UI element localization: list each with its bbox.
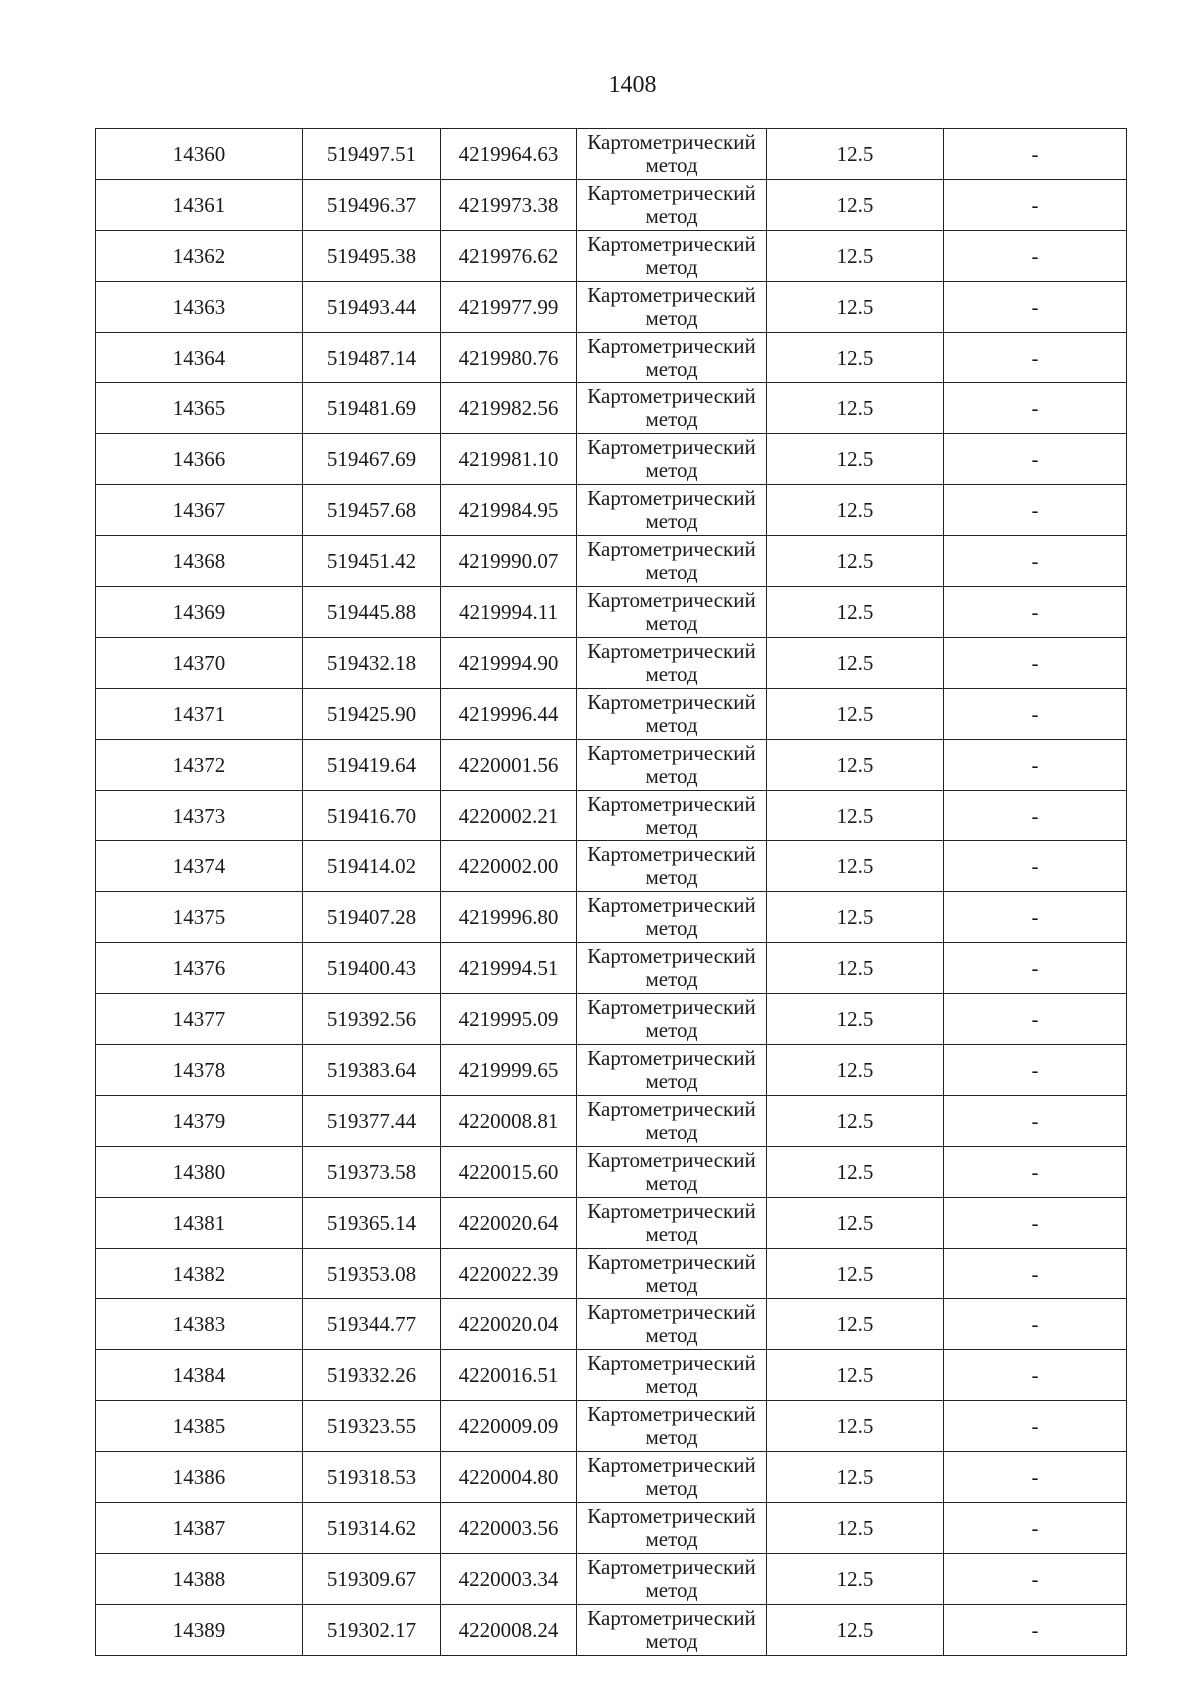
- y-coordinate-cell: 4219981.10: [441, 434, 577, 485]
- description-cell: -: [944, 230, 1127, 281]
- table-body: [96, 129, 1127, 1656]
- accuracy-cell: 12.5: [767, 281, 944, 332]
- description-cell: -: [944, 688, 1127, 739]
- accuracy-cell: 12.5: [767, 587, 944, 638]
- x-coordinate-cell: 519400.43: [303, 943, 441, 994]
- description-cell: -: [944, 994, 1127, 1045]
- table-row: [96, 841, 1127, 892]
- x-coordinate-cell: 519451.42: [303, 536, 441, 587]
- method-cell: Картометрический метод: [577, 129, 767, 180]
- y-coordinate-cell: 4219996.80: [441, 892, 577, 943]
- table-row: [96, 1299, 1127, 1350]
- table-row: [96, 230, 1127, 281]
- description-cell: -: [944, 1146, 1127, 1197]
- x-coordinate-cell: 519377.44: [303, 1095, 441, 1146]
- method-cell: Картометрический метод: [577, 841, 767, 892]
- point-number-cell: 14376: [96, 943, 303, 994]
- point-number-cell: 14383: [96, 1299, 303, 1350]
- table-row: [96, 688, 1127, 739]
- table-row: [96, 1045, 1127, 1096]
- table-row: [96, 1401, 1127, 1452]
- description-cell: -: [944, 536, 1127, 587]
- table-row: [96, 332, 1127, 383]
- y-coordinate-cell: 4219973.38: [441, 179, 577, 230]
- point-number-cell: 14363: [96, 281, 303, 332]
- y-coordinate-cell: 4219990.07: [441, 536, 577, 587]
- table-row: [96, 892, 1127, 943]
- description-cell: -: [944, 841, 1127, 892]
- point-number-cell: 14384: [96, 1350, 303, 1401]
- point-number-cell: 14386: [96, 1452, 303, 1503]
- point-number-cell: 14375: [96, 892, 303, 943]
- accuracy-cell: 12.5: [767, 434, 944, 485]
- x-coordinate-cell: 519302.17: [303, 1604, 441, 1655]
- table-row: [96, 179, 1127, 230]
- method-cell: Картометрический метод: [577, 892, 767, 943]
- description-cell: -: [944, 1604, 1127, 1655]
- accuracy-cell: 12.5: [767, 129, 944, 180]
- y-coordinate-cell: 4220020.64: [441, 1197, 577, 1248]
- y-coordinate-cell: 4220015.60: [441, 1146, 577, 1197]
- x-coordinate-cell: 519416.70: [303, 790, 441, 841]
- table-row: [96, 1452, 1127, 1503]
- accuracy-cell: 12.5: [767, 1553, 944, 1604]
- y-coordinate-cell: 4219999.65: [441, 1045, 577, 1096]
- x-coordinate-cell: 519487.14: [303, 332, 441, 383]
- accuracy-cell: 12.5: [767, 332, 944, 383]
- table-row: [96, 1503, 1127, 1554]
- y-coordinate-cell: 4220016.51: [441, 1350, 577, 1401]
- x-coordinate-cell: 519323.55: [303, 1401, 441, 1452]
- table-row: [96, 587, 1127, 638]
- description-cell: -: [944, 1045, 1127, 1096]
- y-coordinate-cell: 4219994.90: [441, 637, 577, 688]
- table-row: [96, 790, 1127, 841]
- point-number-cell: 14371: [96, 688, 303, 739]
- y-coordinate-cell: 4220003.56: [441, 1503, 577, 1554]
- accuracy-cell: 12.5: [767, 739, 944, 790]
- accuracy-cell: 12.5: [767, 892, 944, 943]
- x-coordinate-cell: 519467.69: [303, 434, 441, 485]
- description-cell: -: [944, 1299, 1127, 1350]
- y-coordinate-cell: 4220009.09: [441, 1401, 577, 1452]
- point-number-cell: 14373: [96, 790, 303, 841]
- y-coordinate-cell: 4219982.56: [441, 383, 577, 434]
- point-number-cell: 14382: [96, 1248, 303, 1299]
- x-coordinate-cell: 519353.08: [303, 1248, 441, 1299]
- point-number-cell: 14360: [96, 129, 303, 180]
- table-row: [96, 281, 1127, 332]
- table-row: [96, 1248, 1127, 1299]
- accuracy-cell: 12.5: [767, 383, 944, 434]
- x-coordinate-cell: 519332.26: [303, 1350, 441, 1401]
- description-cell: -: [944, 383, 1127, 434]
- table-row: [96, 637, 1127, 688]
- table-row: [96, 434, 1127, 485]
- accuracy-cell: 12.5: [767, 637, 944, 688]
- method-cell: Картометрический метод: [577, 943, 767, 994]
- method-cell: Картометрический метод: [577, 1197, 767, 1248]
- y-coordinate-cell: 4220022.39: [441, 1248, 577, 1299]
- method-cell: Картометрический метод: [577, 688, 767, 739]
- table-row: [96, 129, 1127, 180]
- accuracy-cell: 12.5: [767, 1401, 944, 1452]
- x-coordinate-cell: 519495.38: [303, 230, 441, 281]
- y-coordinate-cell: 4220020.04: [441, 1299, 577, 1350]
- description-cell: -: [944, 637, 1127, 688]
- x-coordinate-cell: 519373.58: [303, 1146, 441, 1197]
- method-cell: Картометрический метод: [577, 1452, 767, 1503]
- y-coordinate-cell: 4219996.44: [441, 688, 577, 739]
- point-number-cell: 14361: [96, 179, 303, 230]
- method-cell: Картометрический метод: [577, 281, 767, 332]
- description-cell: -: [944, 892, 1127, 943]
- point-number-cell: 14385: [96, 1401, 303, 1452]
- point-number-cell: 14387: [96, 1503, 303, 1554]
- accuracy-cell: 12.5: [767, 790, 944, 841]
- y-coordinate-cell: 4219980.76: [441, 332, 577, 383]
- point-number-cell: 14366: [96, 434, 303, 485]
- accuracy-cell: 12.5: [767, 1604, 944, 1655]
- description-cell: -: [944, 587, 1127, 638]
- table-row: [96, 485, 1127, 536]
- method-cell: Картометрический метод: [577, 1299, 767, 1350]
- accuracy-cell: 12.5: [767, 1299, 944, 1350]
- point-number-cell: 14369: [96, 587, 303, 638]
- accuracy-cell: 12.5: [767, 536, 944, 587]
- accuracy-cell: 12.5: [767, 994, 944, 1045]
- accuracy-cell: 12.5: [767, 1045, 944, 1096]
- accuracy-cell: 12.5: [767, 1095, 944, 1146]
- description-cell: -: [944, 1095, 1127, 1146]
- accuracy-cell: 12.5: [767, 179, 944, 230]
- description-cell: -: [944, 1401, 1127, 1452]
- accuracy-cell: 12.5: [767, 688, 944, 739]
- y-coordinate-cell: 4219964.63: [441, 129, 577, 180]
- method-cell: Картометрический метод: [577, 1604, 767, 1655]
- point-number-cell: 14374: [96, 841, 303, 892]
- x-coordinate-cell: 519365.14: [303, 1197, 441, 1248]
- x-coordinate-cell: 519497.51: [303, 129, 441, 180]
- x-coordinate-cell: 519309.67: [303, 1553, 441, 1604]
- description-cell: -: [944, 281, 1127, 332]
- table-row: [96, 943, 1127, 994]
- table-row: [96, 383, 1127, 434]
- x-coordinate-cell: 519481.69: [303, 383, 441, 434]
- x-coordinate-cell: 519383.64: [303, 1045, 441, 1096]
- x-coordinate-cell: 519344.77: [303, 1299, 441, 1350]
- y-coordinate-cell: 4220003.34: [441, 1553, 577, 1604]
- accuracy-cell: 12.5: [767, 1452, 944, 1503]
- point-number-cell: 14377: [96, 994, 303, 1045]
- method-cell: Картометрический метод: [577, 1095, 767, 1146]
- accuracy-cell: 12.5: [767, 1248, 944, 1299]
- y-coordinate-cell: 4220004.80: [441, 1452, 577, 1503]
- x-coordinate-cell: 519414.02: [303, 841, 441, 892]
- point-number-cell: 14365: [96, 383, 303, 434]
- point-number-cell: 14388: [96, 1553, 303, 1604]
- x-coordinate-cell: 519314.62: [303, 1503, 441, 1554]
- page-number: 1408: [608, 72, 657, 98]
- table-row: [96, 1197, 1127, 1248]
- method-cell: Картометрический метод: [577, 1503, 767, 1554]
- method-cell: Картометрический метод: [577, 1553, 767, 1604]
- x-coordinate-cell: 519457.68: [303, 485, 441, 536]
- coordinates-table: [95, 128, 1127, 1656]
- method-cell: Картометрический метод: [577, 1350, 767, 1401]
- y-coordinate-cell: 4220002.21: [441, 790, 577, 841]
- method-cell: Картометрический метод: [577, 230, 767, 281]
- x-coordinate-cell: 519496.37: [303, 179, 441, 230]
- method-cell: Картометрический метод: [577, 637, 767, 688]
- y-coordinate-cell: 4220008.81: [441, 1095, 577, 1146]
- description-cell: -: [944, 434, 1127, 485]
- y-coordinate-cell: 4219977.99: [441, 281, 577, 332]
- method-cell: Картометрический метод: [577, 383, 767, 434]
- table-row: [96, 1604, 1127, 1655]
- point-number-cell: 14389: [96, 1604, 303, 1655]
- y-coordinate-cell: 4220001.56: [441, 739, 577, 790]
- x-coordinate-cell: 519407.28: [303, 892, 441, 943]
- table-row: [96, 1095, 1127, 1146]
- x-coordinate-cell: 519392.56: [303, 994, 441, 1045]
- point-number-cell: 14380: [96, 1146, 303, 1197]
- y-coordinate-cell: 4219994.11: [441, 587, 577, 638]
- y-coordinate-cell: 4220008.24: [441, 1604, 577, 1655]
- y-coordinate-cell: 4219976.62: [441, 230, 577, 281]
- description-cell: -: [944, 1248, 1127, 1299]
- table-row: [96, 994, 1127, 1045]
- method-cell: Картометрический метод: [577, 332, 767, 383]
- description-cell: -: [944, 332, 1127, 383]
- accuracy-cell: 12.5: [767, 485, 944, 536]
- description-cell: -: [944, 1197, 1127, 1248]
- accuracy-cell: 12.5: [767, 943, 944, 994]
- table-row: [96, 1146, 1127, 1197]
- description-cell: -: [944, 485, 1127, 536]
- accuracy-cell: 12.5: [767, 841, 944, 892]
- y-coordinate-cell: 4219995.09: [441, 994, 577, 1045]
- method-cell: Картометрический метод: [577, 587, 767, 638]
- accuracy-cell: 12.5: [767, 1503, 944, 1554]
- description-cell: -: [944, 1553, 1127, 1604]
- accuracy-cell: 12.5: [767, 1197, 944, 1248]
- point-number-cell: 14372: [96, 739, 303, 790]
- method-cell: Картометрический метод: [577, 994, 767, 1045]
- table-row: [96, 739, 1127, 790]
- y-coordinate-cell: 4220002.00: [441, 841, 577, 892]
- description-cell: -: [944, 739, 1127, 790]
- method-cell: Картометрический метод: [577, 790, 767, 841]
- method-cell: Картометрический метод: [577, 1248, 767, 1299]
- x-coordinate-cell: 519318.53: [303, 1452, 441, 1503]
- accuracy-cell: 12.5: [767, 1146, 944, 1197]
- table-row: [96, 1553, 1127, 1604]
- table-row: [96, 536, 1127, 587]
- method-cell: Картометрический метод: [577, 536, 767, 587]
- method-cell: Картометрический метод: [577, 1401, 767, 1452]
- table-row: [96, 1350, 1127, 1401]
- point-number-cell: 14381: [96, 1197, 303, 1248]
- description-cell: -: [944, 1452, 1127, 1503]
- y-coordinate-cell: 4219984.95: [441, 485, 577, 536]
- description-cell: -: [944, 179, 1127, 230]
- x-coordinate-cell: 519432.18: [303, 637, 441, 688]
- method-cell: Картометрический метод: [577, 179, 767, 230]
- accuracy-cell: 12.5: [767, 1350, 944, 1401]
- description-cell: -: [944, 1350, 1127, 1401]
- description-cell: -: [944, 790, 1127, 841]
- description-cell: -: [944, 1503, 1127, 1554]
- description-cell: -: [944, 129, 1127, 180]
- x-coordinate-cell: 519493.44: [303, 281, 441, 332]
- x-coordinate-cell: 519445.88: [303, 587, 441, 638]
- point-number-cell: 14367: [96, 485, 303, 536]
- point-number-cell: 14379: [96, 1095, 303, 1146]
- method-cell: Картометрический метод: [577, 1045, 767, 1096]
- method-cell: Картометрический метод: [577, 1146, 767, 1197]
- x-coordinate-cell: 519425.90: [303, 688, 441, 739]
- point-number-cell: 14364: [96, 332, 303, 383]
- point-number-cell: 14362: [96, 230, 303, 281]
- method-cell: Картометрический метод: [577, 485, 767, 536]
- point-number-cell: 14368: [96, 536, 303, 587]
- method-cell: Картометрический метод: [577, 434, 767, 485]
- x-coordinate-cell: 519419.64: [303, 739, 441, 790]
- point-number-cell: 14378: [96, 1045, 303, 1096]
- point-number-cell: 14370: [96, 637, 303, 688]
- y-coordinate-cell: 4219994.51: [441, 943, 577, 994]
- accuracy-cell: 12.5: [767, 230, 944, 281]
- description-cell: -: [944, 943, 1127, 994]
- method-cell: Картометрический метод: [577, 739, 767, 790]
